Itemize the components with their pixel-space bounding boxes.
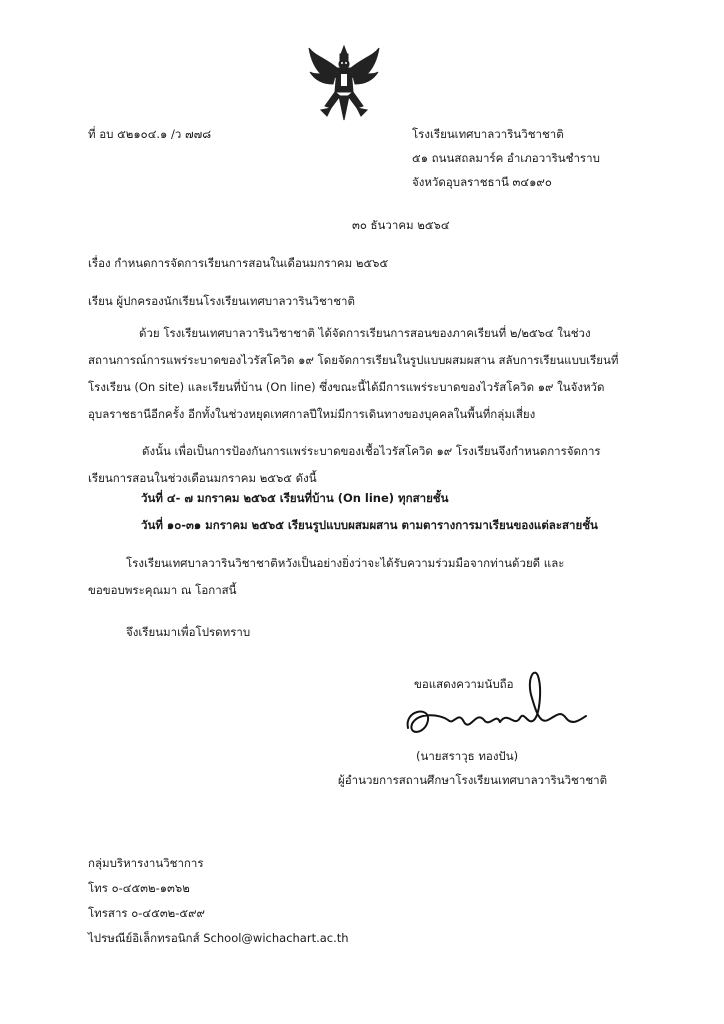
department: กลุ่มบริหารงานวิชาการ	[88, 856, 204, 870]
handwritten-signature	[400, 640, 600, 760]
body-paragraph-1	[88, 320, 618, 428]
email-address: ไปรษณีย์อิเล็กทรอนิกส์ School@wichachart.ac.th	[88, 931, 349, 945]
garuda-emblem-icon	[307, 44, 381, 124]
body-paragraph-3	[88, 550, 564, 604]
phone-number: โทร ๐-๔๕๓๒-๑๓๖๒	[88, 881, 190, 895]
reference-number: ที่ อบ ๕๒๑๐๔.๑ /ว ๗๗๘	[88, 127, 212, 141]
paragraph-line: โรงเรียน (On site) และเรียนที่บ้าน (On line) ซึ่งขณะนี้ได้มีการแพร่ระบาดของไวรัสโควิด ๑๙ ในจังหวัด	[88, 380, 605, 394]
address-line-2: จังหวัดอุบลราชธานี ๓๔๑๙๐	[412, 175, 552, 189]
closing-salutation: ขอแสดงความนับถือ	[414, 677, 514, 691]
paragraph-line: สถานการณ์การแพร่ระบาดของไวรัสโควิด ๑๙ โดยจัดการเรียนในรูปแบบผสมผสาน สลับการเรียนแบบเรียนที่	[88, 353, 619, 367]
closing-line: จึงเรียนมาเพื่อโปรดทราบ	[126, 625, 251, 639]
body-paragraph-2	[88, 438, 601, 492]
schedule-item: วันที่ ๔- ๗ มกราคม ๒๕๖๕ เรียนที่บ้าน (On line) ทุกสายชั้น	[141, 491, 449, 505]
fax-number: โทรสาร ๐-๔๕๓๒-๕๙๙	[88, 906, 205, 920]
salutation: เรียน ผู้ปกครองนักเรียนโรงเรียนเทศบาลวารินวิชาชาติ	[88, 294, 355, 308]
signatory-title: ผู้อำนวยการสถานศึกษาโรงเรียนเทศบาลวารินวิชาชาติ	[338, 773, 608, 787]
subject-line: เรื่อง กำหนดการจัดการเรียนการสอนในเดือนมกราคม ๒๕๖๕	[88, 256, 389, 270]
schedule-list	[141, 485, 598, 539]
schedule-item: วันที่ ๑๐-๓๑ มกราคม ๒๕๖๕ เรียนรูปแบบผสมผสาน ตามตารางการมาเรียนของแต่ละสายชั้น	[141, 518, 598, 532]
paragraph-line: ขอขอบพระคุณมา ณ โอกาสนี้	[88, 583, 237, 597]
address-line-1: ๕๑ ถนนสถลมาร์ค อำเภอวารินชำราบ	[412, 151, 600, 165]
paragraph-line: เรียนการสอนในช่วงเดือนมกราคม ๒๕๖๕ ดังนี้	[88, 471, 317, 485]
letter-date: ๓๐ ธันวาคม ๒๕๖๔	[352, 218, 450, 232]
paragraph-line: ด้วย โรงเรียนเทศบาลวารินวิชาชาติ ได้จัดการเรียนการสอนของภาคเรียนที่ ๒/๒๕๖๔ ในช่วง	[139, 326, 591, 340]
paragraph-line: อุบลราชธานีอีกครั้ง อีกทั้งในช่วงหยุดเทศกาลปีใหม่มีการเดินทางของบุคคลในพื้นที่กลุ่มเสี่ยง	[88, 407, 536, 421]
signatory-name: (นายสราวุธ ทองปัน)	[416, 749, 519, 763]
school-name: โรงเรียนเทศบาลวารินวิชาชาติ	[412, 127, 564, 141]
paragraph-line: โรงเรียนเทศบาลวารินวิชาชาติหวังเป็นอย่างยิ่งว่าจะได้รับความร่วมมือจากท่านด้วยดี และ	[126, 556, 565, 570]
paragraph-line: ดังนั้น เพื่อเป็นการป้องกันการแพร่ระบาดของเชื้อไวรัสโควิด ๑๙ โรงเรียนจึงกำหนดการจัดการ	[142, 444, 601, 458]
